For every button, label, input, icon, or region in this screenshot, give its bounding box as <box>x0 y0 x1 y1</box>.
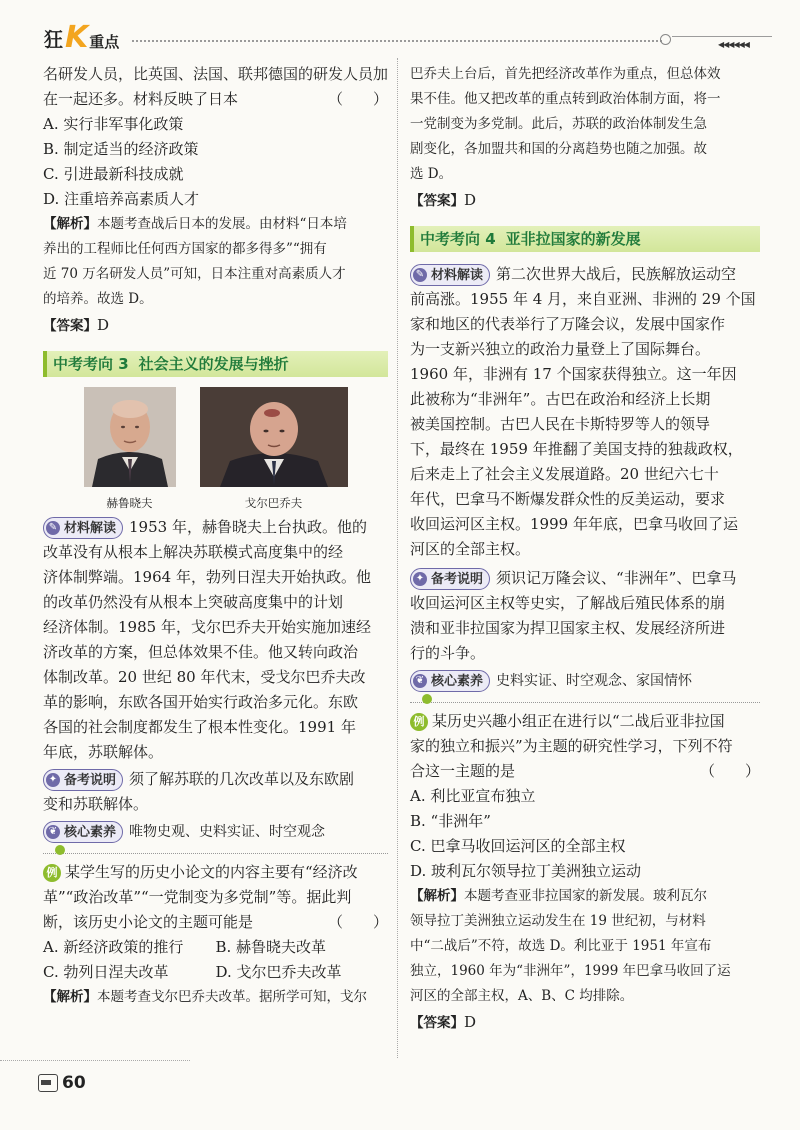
analysis-label: 【解析】 <box>43 216 97 232</box>
analysis-line: 近 70 万名研发人员”可知，日本注重对高素质人才 <box>43 266 346 282</box>
material-line: 年底，苏联解体。 <box>43 743 164 761</box>
lightbulb-icon: ✦ <box>413 572 427 586</box>
option-d: D. 戈尔巴乔夫改革 <box>215 963 342 981</box>
material-line: 为一支新兴独立的政治力量登上了国际舞台。 <box>410 340 711 358</box>
option-b: B. 赫鲁晓夫改革 <box>215 938 327 956</box>
section-title-text: 亚非拉国家的新发展 <box>505 230 641 248</box>
material-line: 革的影响，东欧各国开始实行政治多元化。东欧 <box>43 693 359 711</box>
gorbachev-portrait <box>200 387 348 487</box>
header-ring-icon <box>660 34 671 45</box>
section-title-4 <box>410 226 760 252</box>
prep-line: 收回运河区主权等史实，了解战后殖民体系的崩 <box>410 594 726 612</box>
material-line: 体制改革。20 世纪 80 年代末，受戈尔巴乔夫改 <box>43 668 366 686</box>
option-a: A. 新经济政策的推行 <box>43 938 184 956</box>
prep-note <box>43 767 388 792</box>
analysis-line: 选 D。 <box>410 166 453 182</box>
lightbulb-icon: ✦ <box>46 773 60 787</box>
header-rule <box>672 36 772 37</box>
material-line: 各国的社会制度都发生了根本性变化。1991 年 <box>43 718 356 736</box>
core-literacy <box>410 668 760 694</box>
logo-text-k: K <box>65 20 89 55</box>
analysis-line: 独立，1960 年为“非洲年”，1999 年巴拿马收回了运 <box>410 963 731 979</box>
core-text: 唯物史观、史料实证、时空观念 <box>129 824 326 840</box>
option-a: A. 实行非军事化政策 <box>43 115 184 133</box>
example-question <box>410 709 760 734</box>
photo-caption: 戈尔巴乔夫 <box>244 496 303 510</box>
page-number <box>38 1073 86 1093</box>
example-badge: 例 <box>43 864 61 882</box>
book-icon <box>38 1074 58 1092</box>
material-line: 1960 年，非洲有 17 个国家获得独立。这一年因 <box>410 365 737 383</box>
example-options-row <box>43 960 388 985</box>
section-title-text: 社会主义的发展与挫折 <box>138 355 289 373</box>
header-dotted-rule <box>132 40 662 42</box>
analysis-line: 中“二战后”不符，故选 D。利比亚于 1951 年宣布 <box>410 938 712 954</box>
photo-caption: 赫鲁晓夫 <box>106 496 153 510</box>
pen-icon: ✎ <box>46 521 60 535</box>
analysis-line: 的培养。故选 D。 <box>43 291 153 307</box>
material-line: 被美国控制。古巴人民在卡斯特罗等人的领导 <box>410 415 711 433</box>
material-line: 的改革仍然没有从根本上突破高度集中的计划 <box>43 593 344 611</box>
material-tag-label: 材料解读 <box>431 267 484 283</box>
analysis-line: 本题考查亚非拉国家的新发展。玻利瓦尔 <box>464 888 707 904</box>
material-line: 年代，巴拿马不断爆发群众性的反美运动，要求 <box>410 490 726 508</box>
material-line: 经济体制。1985 年，戈尔巴乔夫开始实施加速经 <box>43 618 371 636</box>
material-line: 1953 年，赫鲁晓夫上台执政。他的 <box>129 518 367 536</box>
answer-value: D <box>97 316 110 334</box>
khrushchev-portrait <box>84 387 176 487</box>
section-tag: 中考考向 3 <box>53 355 129 373</box>
prep-line: 溃和亚非拉国家为捍卫国家主权、发展经济所进 <box>410 619 726 637</box>
core-tag <box>410 670 490 692</box>
material-tag <box>410 264 490 286</box>
answer-label: 【答案】 <box>410 1015 464 1031</box>
analysis-line: 剧变化，各加盟共和国的分离趋势也随之加强。故 <box>410 141 707 157</box>
material-line: 济体制弊端。1964 年，勃列日涅夫开始执政。他 <box>43 568 371 586</box>
answer <box>43 312 388 339</box>
material-tag <box>43 517 123 539</box>
prep-tag <box>410 568 490 590</box>
material-line: 此被称为“非洲年”。古巴在政治和经济上长期 <box>410 390 711 408</box>
answer-blank: （ ） <box>327 90 388 108</box>
option-d: D. 注重培养高素质人才 <box>43 190 200 208</box>
material-reading <box>410 262 760 287</box>
example-options-row <box>43 935 388 960</box>
option-b: B. 制定适当的经济政策 <box>43 140 199 158</box>
analysis-line: 领导拉丁美洲独立运动发生在 19 世纪初，与材料 <box>410 913 706 929</box>
answer-label: 【答案】 <box>410 193 464 209</box>
section-title-3 <box>43 351 388 377</box>
answer <box>410 1009 760 1036</box>
core-tag-label: 核心素养 <box>64 824 117 840</box>
analysis <box>43 985 388 1010</box>
prep-tag-label: 备考说明 <box>431 571 484 587</box>
analysis-line: 一党制变为多党制。此后，苏联的政治体制发生急 <box>410 116 707 132</box>
analysis-label: 【解析】 <box>43 989 97 1005</box>
logo-text-b: 重点 <box>89 33 120 51</box>
core-tag-label: 核心素养 <box>431 673 484 689</box>
intro-line <box>43 87 388 112</box>
example-rule <box>410 702 760 709</box>
material-line: 第二次世界大战后，民族解放运动空 <box>496 265 737 283</box>
answer-label: 【答案】 <box>43 318 97 334</box>
header-arrows-icon: ◀◀◀◀◀◀ <box>718 40 749 49</box>
intro-line-text: 在一起还多。材料反映了日本 <box>43 90 239 108</box>
analysis <box>410 884 760 909</box>
material-line: 收回运河区主权。1999 年年底，巴拿马收回了运 <box>410 515 738 533</box>
brand-logo <box>44 20 120 55</box>
footer-dotted-rule <box>0 1060 190 1061</box>
option-a: A. 利比亚宣布独立 <box>410 787 536 805</box>
example-line-text: 断，该历史小论文的主题可能是 <box>43 913 254 931</box>
analysis-line: 巴乔夫上台后，首先把经济改革作为重点，但总体效 <box>410 66 721 82</box>
leaf-icon: ❦ <box>413 674 427 688</box>
prep-line: 行的斗争。 <box>410 644 486 662</box>
analysis-line: 本题考查戈尔巴乔夫改革。据所学可知，戈尔 <box>97 989 367 1005</box>
example-line: 革”“政治改革”“一党制变为多党制”等。据此判 <box>43 888 352 906</box>
option-c: C. 引进最新科技成就 <box>43 165 184 183</box>
answer-value: D <box>464 191 477 209</box>
photo-gorbachev <box>200 387 348 511</box>
analysis-line: 河区的全部主权，A、B、C 均排除。 <box>410 988 634 1004</box>
material-line: 济改革的方案，但总体效果不佳。他又转向政治 <box>43 643 359 661</box>
section-tag: 中考考向 4 <box>420 230 496 248</box>
page-number-text: 60 <box>62 1073 86 1093</box>
answer-blank: （ ） <box>327 913 388 931</box>
option-b: B. “非洲年” <box>410 812 491 830</box>
material-line: 后来走上了社会主义发展道路。20 世纪六七十 <box>410 465 719 483</box>
intro-line: 名研发人员，比英国、法国、联邦德国的研发人员加 <box>43 65 389 83</box>
option-d: D. 玻利瓦尔领导拉丁美洲独立运动 <box>410 862 642 880</box>
example-line-text: 合这一主题的是 <box>410 762 516 780</box>
prep-tag-label: 备考说明 <box>64 772 117 788</box>
photo-khrushchev <box>84 387 176 511</box>
material-reading <box>43 515 388 540</box>
prep-note <box>410 566 760 591</box>
prep-tag <box>43 769 123 791</box>
material-line: 家和地区的代表举行了万隆会议，发展中国家作 <box>410 315 726 333</box>
analysis-line: 本题考查战后日本的发展。由材料“日本培 <box>97 216 347 232</box>
answer-value: D <box>464 1013 477 1031</box>
logo-text-a: 狂 <box>44 29 64 51</box>
left-column <box>43 62 388 1010</box>
page-header <box>0 0 800 56</box>
core-text: 史料实证、时空观念、家国情怀 <box>496 673 693 689</box>
example-rule <box>43 853 388 860</box>
example-line <box>410 759 760 784</box>
analysis-line: 果不佳。他又把改革的重点转到政治体制方面，将一 <box>410 91 721 107</box>
example-badge: 例 <box>410 713 428 731</box>
example-line <box>43 910 388 935</box>
option-c: C. 巴拿马收回运河区的全部主权 <box>410 837 626 855</box>
material-line: 河区的全部主权。 <box>410 540 531 558</box>
pin-icon <box>55 845 65 855</box>
material-line: 下，最终在 1959 年推翻了美国支持的独裁政权， <box>410 440 743 458</box>
core-tag <box>43 821 123 843</box>
material-line: 改革没有从根本上解决苏联模式高度集中的经 <box>43 543 344 561</box>
core-literacy <box>43 819 388 845</box>
leaf-icon: ❦ <box>46 825 60 839</box>
analysis-line: 养出的工程师比任何西方国家的都多得多”“拥有 <box>43 241 327 257</box>
analysis-label: 【解析】 <box>410 888 464 904</box>
pen-icon: ✎ <box>413 268 427 282</box>
example-line: 家的独立和振兴”为主题的研究性学习，下列不符 <box>410 737 733 755</box>
prep-line: 须识记万隆会议、“非洲年”、巴拿马 <box>496 569 737 587</box>
prep-line: 须了解苏联的几次改革以及东欧剧 <box>129 770 355 788</box>
analysis <box>43 212 388 237</box>
right-column <box>410 62 760 1036</box>
material-line: 前高涨。1955 年 4 月，来自亚洲、非洲的 29 个国 <box>410 290 756 308</box>
answer-blank: （ ） <box>699 762 760 780</box>
example-question <box>43 860 388 885</box>
answer <box>410 187 760 214</box>
material-tag-label: 材料解读 <box>64 520 117 536</box>
example-line: 某历史兴趣小组正在进行以“二战后亚非拉国 <box>432 712 725 730</box>
column-divider <box>397 58 398 1058</box>
prep-line: 变和苏联解体。 <box>43 795 149 813</box>
option-c: C. 勃列日涅夫改革 <box>43 963 169 981</box>
example-line: 某学生写的历史小论文的内容主要有“经济改 <box>65 863 358 881</box>
portrait-photos <box>43 387 388 511</box>
pin-icon <box>422 694 432 704</box>
